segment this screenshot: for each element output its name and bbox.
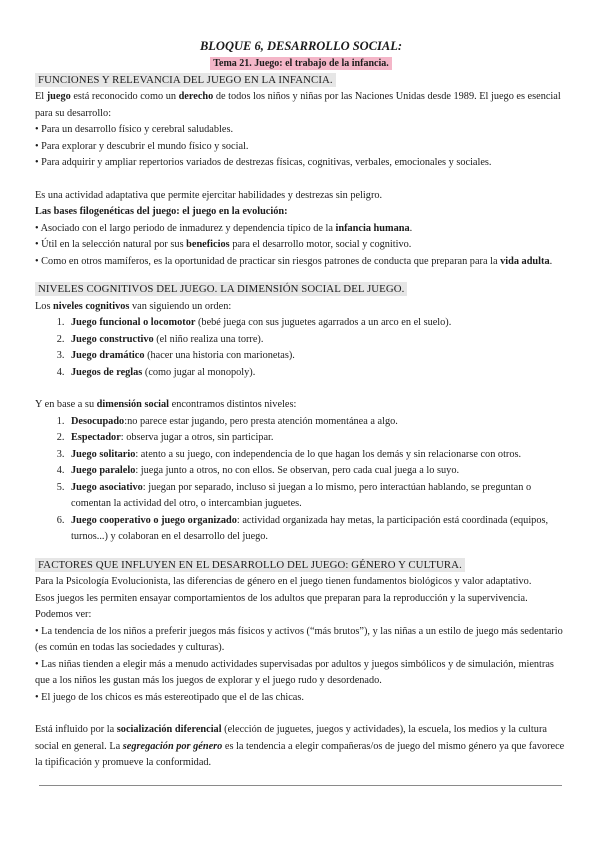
topic-subtitle: Tema 21. Juego: el trabajo de la infancia.	[210, 57, 391, 70]
list-item: 4. Juegos de reglas (como jugar al monopoly).	[67, 365, 567, 382]
bullet-item: • Para explorar y descubrir el mundo físico y social.	[35, 140, 249, 152]
paragraph: Para la Psicología Evolucionista, las diferencias de género en el juego tienen fundamentos biológicos y valor adaptativo.	[35, 576, 532, 587]
bullet-item: • Para un desarrollo físico y cerebral saludables.	[35, 124, 234, 135]
paragraph: El juego está reconocido como un derecho de todos los niños y niñas por las Naciones Unidas desde 1989. El juego es esencial para su desarrollo:	[35, 91, 561, 119]
bullet-item: • El juego de los chicos es más estereotipado que el de las chicas.	[35, 691, 304, 703]
list-item: 1. Juego funcional o locomotor (bebé juega con sus juguetes agarrados a un arco en el suelo).	[67, 315, 567, 332]
cognitive-levels-list	[35, 315, 567, 381]
list-item: 3. Juego solitario: atento a su juego, con independencia de lo que hagan los demás y sin relacionarse con otros.	[67, 447, 567, 464]
list-item: 5. Juego asociativo: juegan por separado, incluso si juegan a lo mismo, pero interactúan hablando, se preguntan o comentan la actividad del otro, o intercambian juguetes.	[67, 480, 567, 513]
paragraph: Y en base a su dimensión social encontramos distintos niveles:	[35, 399, 297, 410]
section-heading: FUNCIONES Y RELEVANCIA DEL JUEGO EN LA INFANCIA.	[35, 73, 336, 87]
paragraph: Es una actividad adaptativa que permite ejercitar habilidades y destrezas sin peligro.	[35, 189, 383, 201]
paragraph: Los niveles cognitivos van siguiendo un orden:	[35, 300, 232, 312]
divider	[39, 785, 562, 786]
bullet-item: • Las niñas tienden a elegir más a menudo actividades supervisadas por adultos y juegos simbólicos y de simulación, mientras que a los niños les gustan más los juegos de explorar y el juego rudo y desordenado.	[35, 658, 554, 686]
list-item: 3. Juego dramático (hacer una historia con marionetas).	[67, 348, 567, 365]
bullet-item: • Asociado con el largo periodo de inmadurez y dependencia típico de la infancia humana.	[35, 222, 413, 234]
bullet-item: • Como en otros mamíferos, es la oportunidad de practicar sin riesgos patrones de conducta que preparan para la vida adulta.	[35, 255, 553, 267]
social-levels-list	[35, 414, 567, 546]
list-item: 6. Juego cooperativo o juego organizado: actividad organizada hay metas, la participación está coordinada (equipos, turnos...) y colaboran en el desarrollo del juego.	[67, 513, 567, 546]
bullet-item: • Útil en la selección natural por sus beneficios para el desarrollo motor, social y cognitivo.	[35, 239, 412, 250]
paragraph: Está influido por la socialización diferencial (elección de juguetes, juegos y actividades), la escuela, los medios y la cultura social en general. La segregación por género es la tendencia a elegir compañeras/os de juego del mismo género ya que favorece la tipificación y promueve la conformidad.	[35, 724, 565, 768]
bullet-item: • Para adquirir y ampliar repertorios variados de destrezas físicas, cognitivas, verbales, emocionales y sociales.	[35, 157, 492, 168]
bold-heading: Las bases filogenéticas del juego: el juego en la evolución:	[35, 206, 288, 217]
section-heading: NIVELES COGNITIVOS DEL JUEGO. LA DIMENSIÓN SOCIAL DEL JUEGO.	[35, 282, 407, 296]
list-item: 1. Desocupado:no parece estar jugando, pero presta atención momentánea a algo.	[67, 414, 567, 431]
document-page	[35, 38, 567, 786]
subtitle-wrap	[35, 56, 567, 73]
section-levels	[35, 282, 567, 546]
bullet-item: • La tendencia de los niños a preferir juegos más físicos y activos (“más brutos”), y las niñas a un estilo de juego más sedentario (es común en todas las sociedades y culturas).	[35, 625, 563, 653]
paragraph: Esos juegos les permiten ensayar comportamientos de los adultos que preparan para la reproducción y la supervivencia.	[35, 592, 528, 604]
section-functions	[35, 73, 567, 271]
section-heading: FACTORES QUE INFLUYEN EN EL DESARROLLO DEL JUEGO: GÉNERO Y CULTURA.	[35, 558, 465, 572]
page-title: BLOQUE 6, DESARROLLO SOCIAL:	[199, 39, 403, 53]
section-factors	[35, 558, 567, 772]
list-item: 2. Espectador: observa jugar a otros, sin participar.	[67, 430, 567, 447]
list-item: 2. Juego constructivo (el niño realiza una torre).	[67, 332, 567, 349]
list-item: 4. Juego paralelo: juega junto a otros, no con ellos. Se observan, pero cada cual juega a lo suyo.	[67, 463, 567, 480]
paragraph: Podemos ver:	[35, 609, 92, 620]
